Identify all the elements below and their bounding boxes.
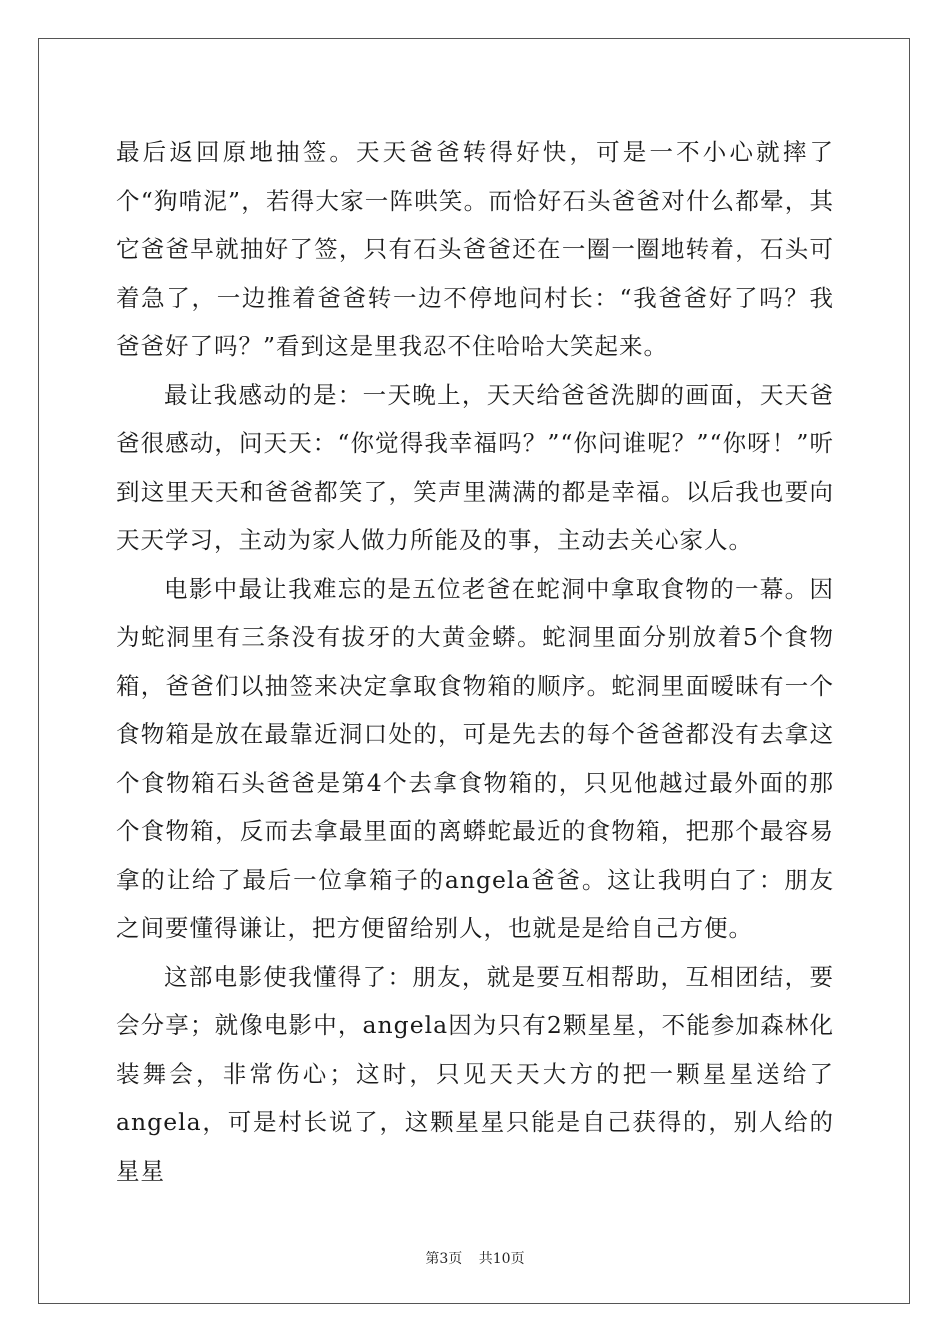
paragraph-4: 这部电影使我懂得了：朋友，就是要互相帮助，互相团结，要会分享；就像电影中，angela因为只有2颗星星，不能参加森林化装舞会，非常伤心；这时，只见天天大方的把一颗星星送给了angela，可是村长说了，这颗星星只能是自己获得的，别人给的星星 (116, 962, 834, 1185)
page-number: 第3页 (425, 1251, 463, 1267)
page-footer (0, 1248, 950, 1268)
document-body (116, 128, 834, 1195)
paragraph-1: 最后返回原地抽签。天天爸爸转得好快，可是一不小心就摔了个“狗啃泥”，若得大家一阵哄笑。而恰好石头爸爸对什么都晕，其它爸爸早就抽好了签，只有石头爸爸还在一圈一圈地转着，石头可着急了，一边推着爸爸转一边不停地问村长：“我爸爸好了吗？我爸爸好了吗？”看到这是里我忍不住哈哈大笑起来。 (116, 138, 834, 360)
page-total: 共10页 (478, 1251, 525, 1267)
paragraph-2: 最让我感动的是：一天晚上，天天给爸爸洗脚的画面，天天爸爸很感动，问天天：“你觉得我幸福吗？”“你问谁呢？”“你呀！”听到这里天天和爸爸都笑了，笑声里满满的都是幸福。以后我也要向天天学习，主动为家人做力所能及的事，主动去关心家人。 (116, 380, 834, 554)
paragraph-3: 电影中最让我难忘的是五位老爸在蛇洞中拿取食物的一幕。因为蛇洞里有三条没有拔牙的大黄金蟒。蛇洞里面分别放着5个食物箱，爸爸们以抽签来决定拿取食物箱的顺序。蛇洞里面暧昧有一个食物箱是放在最靠近洞口处的，可是先去的每个爸爸都没有去拿这个食物箱石头爸爸是第4个去拿食物箱的，只见他越过最外面的那个食物箱，反而去拿最里面的离蟒蛇最近的食物箱，把那个最容易拿的让给了最后一位拿箱子的angela爸爸。这让我明白了：朋友之间要懂得谦让，把方便留给别人，也就是是给自己方便。 (116, 574, 834, 942)
